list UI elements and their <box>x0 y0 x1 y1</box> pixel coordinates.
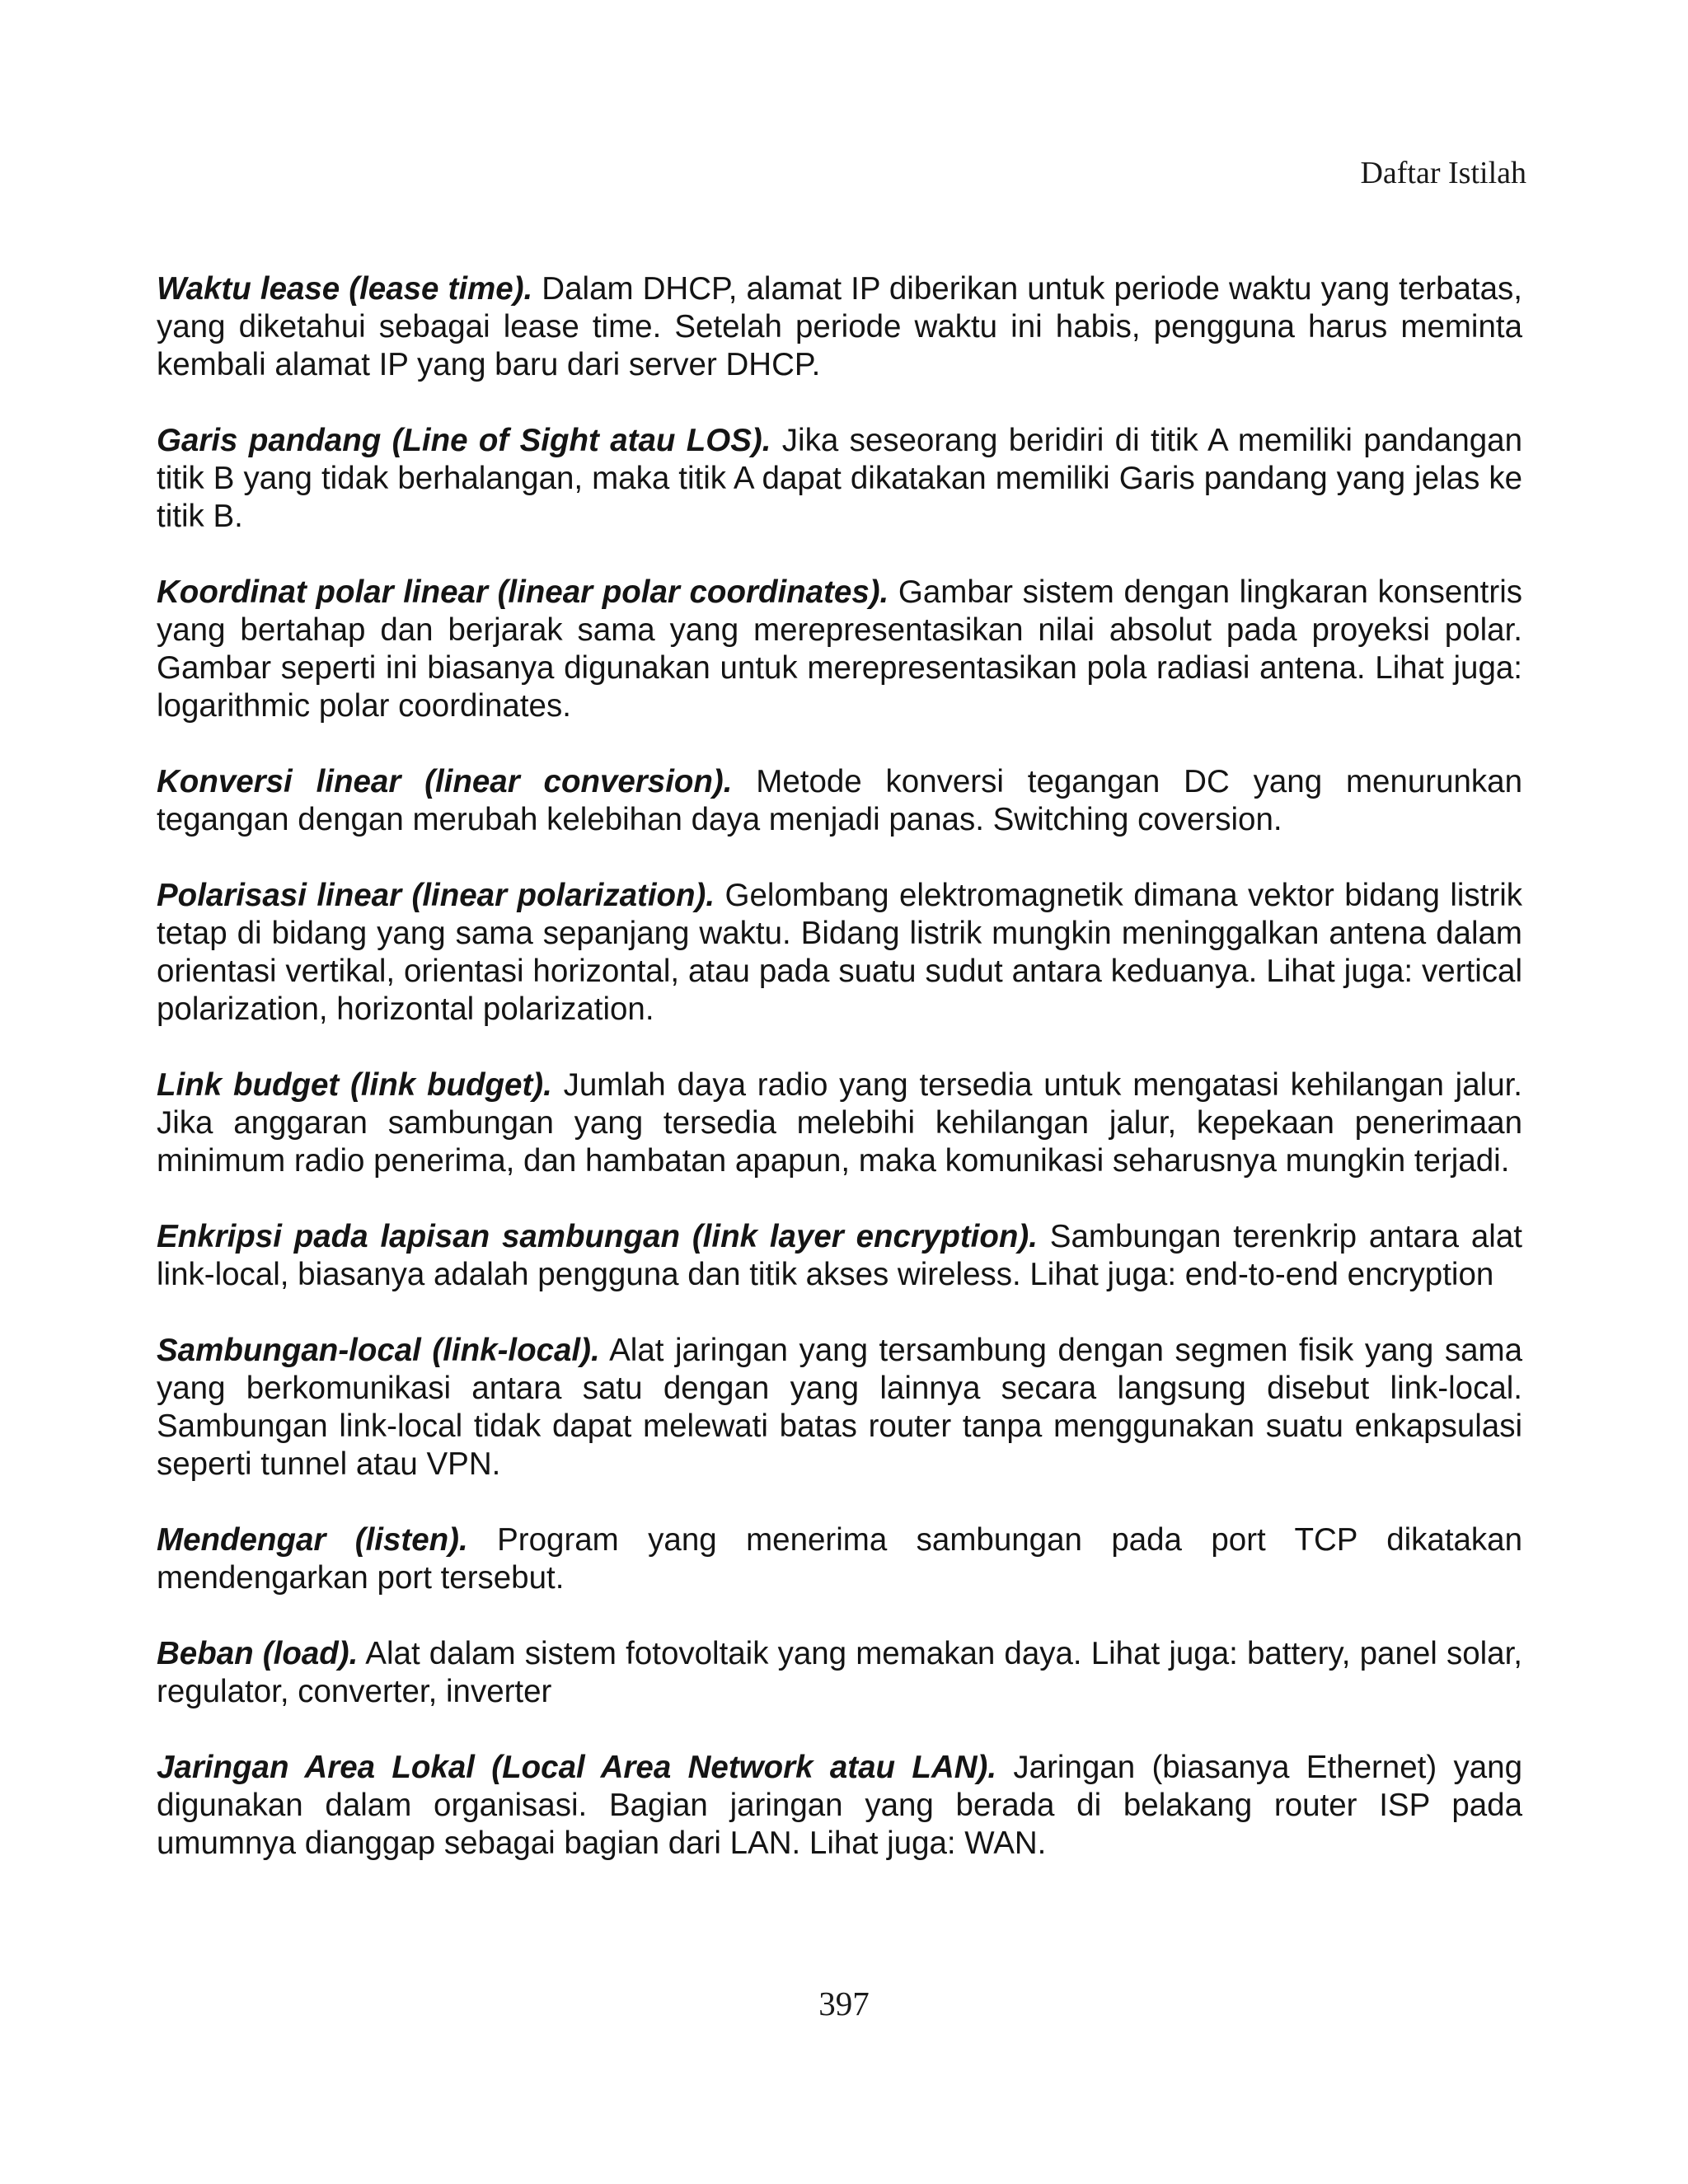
glossary-entry-lease-time <box>157 270 1522 384</box>
entry-definition: Jaringan (biasanya Ethernet) yang digunakan dalam organisasi. Bagian jaringan yang berada di belakang router ISP pada umumnya dianggap sebagai bagian dari LAN. Lihat juga: WAN. <box>157 1750 1522 1861</box>
entry-definition: Metode konversi tegangan DC yang menurunkan tegangan dengan merubah kelebihan daya menjadi panas. Switching coversion. <box>157 764 1522 837</box>
entry-definition: Sambungan terenkrip antara alat link-local, biasanya adalah pengguna dan titik akses wireless. Lihat juga: end-to-end encryption <box>157 1219 1522 1292</box>
entry-term: Garis pandang (Line of Sight atau LOS). <box>157 423 771 458</box>
entry-term: Sambungan-local (link-local). <box>157 1333 600 1368</box>
page-number: 397 <box>818 1985 870 2022</box>
glossary-entry-link-local <box>157 1332 1522 1483</box>
entry-term: Konversi linear (linear conversion). <box>157 764 733 799</box>
glossary-entry-lan <box>157 1749 1522 1863</box>
glossary-entry-load <box>157 1635 1522 1711</box>
entry-definition: Jika seseorang beridiri di titik A memiliki pandangan titik B yang tidak berhalangan, maka titik A dapat dikatakan memiliki Garis pandang yang jelas ke titik B. <box>157 423 1522 534</box>
entry-term: Waktu lease (lease time). <box>157 271 533 307</box>
glossary-entry-link-budget <box>157 1066 1522 1180</box>
entry-term: Mendengar (listen). <box>157 1522 468 1558</box>
glossary-entry-linear-polar-coordinates <box>157 574 1522 725</box>
entry-term: Polarisasi linear (linear polarization). <box>157 878 715 913</box>
entry-term: Link budget (link budget). <box>157 1067 552 1103</box>
entry-term: Jaringan Area Lokal (Local Area Network atau LAN). <box>157 1750 997 1785</box>
entry-definition: Alat dalam sistem fotovoltaik yang memakan daya. Lihat juga: battery, panel solar, regulator, converter, inverter <box>157 1636 1522 1709</box>
glossary-entries <box>157 270 1522 1900</box>
entry-definition: Gambar sistem dengan lingkaran konsentris yang bertahap dan berjarak sama yang merepresentasikan nilai absolut pada proyeksi polar. Gambar seperti ini biasanya digunakan untuk merepresentasikan pola radiasi antena. Lihat juga: logarithmic polar coordinates. <box>157 574 1522 724</box>
entry-definition: Alat jaringan yang tersambung dengan segmen fisik yang sama yang berkomunikasi antara satu dengan yang lainnya secara langsung disebut link-local. Sambungan link-local tidak dapat melewati batas router tanpa menggunakan suatu enkapsulasi seperti tunnel atau VPN. <box>157 1333 1522 1482</box>
glossary-entry-listen <box>157 1521 1522 1597</box>
entry-definition: Program yang menerima sambungan pada port TCP dikatakan mendengarkan port tersebut. <box>157 1522 1523 1596</box>
glossary-entry-linear-conversion <box>157 763 1522 839</box>
entry-term: Koordinat polar linear (linear polar coordinates). <box>157 574 889 610</box>
running-header: Daftar Istilah <box>1360 156 1526 190</box>
glossary-entry-line-of-sight <box>157 422 1522 536</box>
glossary-entry-linear-polarization <box>157 877 1522 1029</box>
glossary-entry-link-layer-encryption <box>157 1218 1522 1294</box>
entry-term: Beban (load). <box>157 1636 359 1671</box>
entry-definition: Dalam DHCP, alamat IP diberikan untuk periode waktu yang terbatas, yang diketahui sebagai lease time. Setelah periode waktu ini habis, pengguna harus meminta kembali alamat IP yang baru dari server DHCP. <box>157 271 1522 382</box>
entry-term: Enkripsi pada lapisan sambungan (link layer encryption). <box>157 1219 1038 1254</box>
entry-definition: Jumlah daya radio yang tersedia untuk mengatasi kehilangan jalur. Jika anggaran sambungan yang tersedia melebihi kehilangan jalur, kepekaan penerimaan minimum radio penerima, dan hambatan apapun, maka komunikasi seharusnya mungkin terjadi. <box>157 1067 1522 1179</box>
entry-definition: Gelombang elektromagnetik dimana vektor bidang listrik tetap di bidang yang sama sepanjang waktu. Bidang listrik mungkin meninggalkan antena dalam orientasi vertikal, orientasi horizontal, atau pada suatu sudut antara keduanya. Lihat juga: vertical polarization, horizontal polarization. <box>157 878 1522 1027</box>
